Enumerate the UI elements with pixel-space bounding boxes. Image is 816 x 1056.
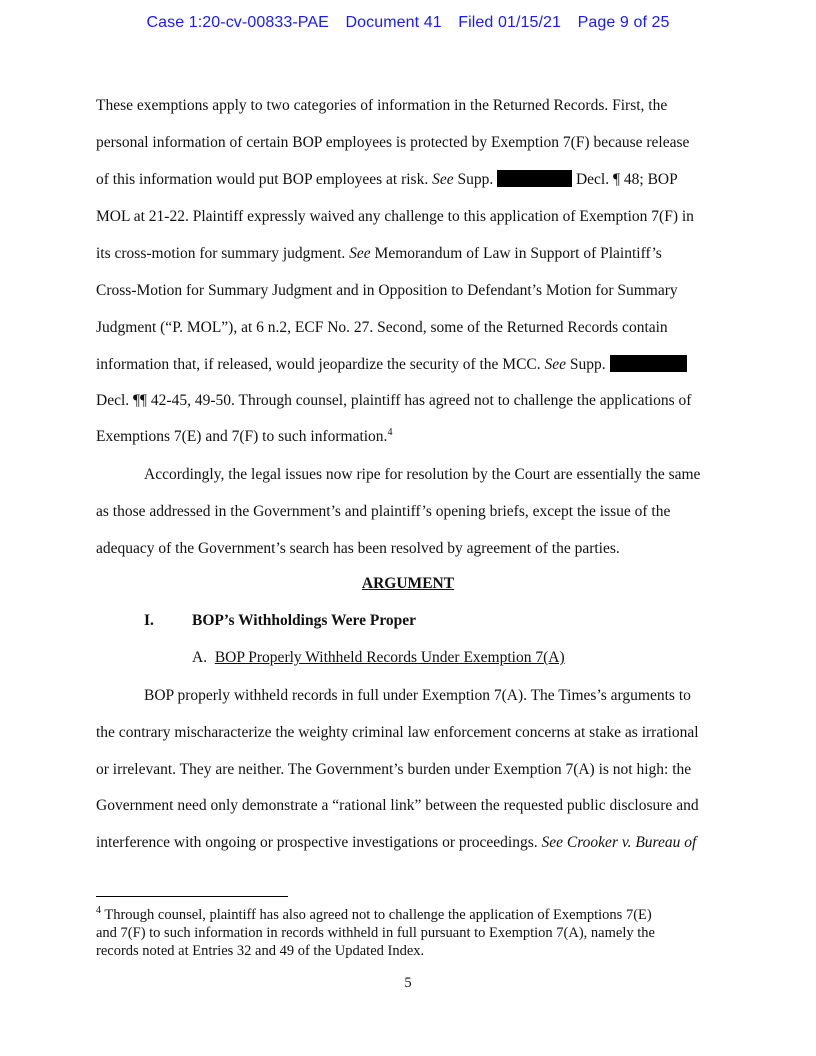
body-line: These exemptions apply to two categories of information in the Returned Records. First, the: [96, 97, 668, 114]
text-segment: Memorandum of Law in Support of Plaintiff’s: [370, 245, 662, 262]
subsection-letter: A.: [192, 649, 208, 666]
case-number: Case 1:20-cv-00833-PAE: [146, 14, 329, 31]
body-line: Cross-Motion for Summary Judgment and in Opposition to Defendant’s Motion for Summary: [96, 282, 678, 299]
body-line: Accordingly, the legal issues now ripe for resolution by the Court are essentially the same: [144, 466, 701, 483]
body-line: adequacy of the Government’s search has been resolved by agreement of the parties.: [96, 540, 620, 557]
redaction-box: [497, 170, 572, 187]
citation-signal: See: [432, 171, 454, 188]
page-of-total: Page 9 of 25: [577, 14, 670, 31]
citation-signal: See: [544, 356, 567, 373]
case-citation: See Crooker v. Bureau of: [541, 834, 697, 851]
text-segment: of this information would put BOP employees at risk.: [96, 171, 433, 188]
footnote-line: and 7(F) to such information in records withheld in full pursuant to Exemption 7(A), namely the: [96, 925, 655, 941]
footnote-marker: 4: [96, 905, 101, 916]
body-line: the contrary mischaracterize the weighty criminal law enforcement concerns at stake as irrational: [96, 724, 699, 741]
body-line: [96, 170, 678, 190]
footnote-line: [96, 906, 652, 924]
section-title: BOP’s Withholdings Were Proper: [192, 612, 417, 629]
page-number: 5: [404, 975, 412, 991]
body-line: [96, 355, 687, 375]
body-line: [96, 833, 696, 853]
body-line: personal information of certain BOP employees is protected by Exemption 7(F) because release: [96, 134, 690, 151]
document-number: Document 41: [345, 14, 442, 31]
footnote-line: records noted at Entries 32 and 49 of the Updated Index.: [96, 943, 425, 959]
footnote-reference[interactable]: 4: [387, 427, 393, 438]
argument-heading: ARGUMENT: [361, 575, 455, 592]
body-line: Government need only demonstrate a “rational link” between the requested public disclosure and: [96, 797, 699, 814]
text-segment: Supp.: [453, 171, 498, 188]
text-segment: information that, if released, would jeopardize the security of the MCC.: [96, 356, 545, 373]
body-line: [96, 244, 662, 264]
case-header: [0, 14, 816, 32]
section-heading: [144, 612, 416, 630]
text-segment: Supp.: [566, 356, 610, 373]
footnote-divider: [96, 896, 288, 897]
citation-signal: See: [349, 245, 371, 262]
body-line: Decl. ¶¶ 42-45, 49-50. Through counsel, plaintiff has agreed not to challenge the applications of: [96, 392, 692, 409]
redaction-box: [610, 355, 687, 372]
filed-date: Filed 01/15/21: [458, 14, 562, 31]
body-line: Judgment (“P. MOL”), at 6 n.2, ECF No. 27. Second, some of the Returned Records contain: [96, 319, 668, 336]
body-line: BOP properly withheld records in full under Exemption 7(A). The Times’s arguments to: [144, 687, 691, 704]
body-line: or irrelevant. They are neither. The Government’s burden under Exemption 7(A) is not high: the: [96, 761, 692, 778]
subsection-heading: [192, 649, 565, 667]
text-segment: Through counsel, plaintiff has also agreed not to challenge the application of Exemptions 7(E): [101, 907, 652, 923]
text-segment: Decl. ¶ 48; BOP: [572, 171, 678, 188]
body-line: MOL at 21-22. Plaintiff expressly waived any challenge to this application of Exemption 7(F) in: [96, 208, 694, 225]
body-line: [96, 427, 392, 447]
section-number: I.: [144, 612, 154, 629]
text-segment: interference with ongoing or prospective investigations or proceedings.: [96, 834, 542, 851]
body-line: as those addressed in the Government’s and plaintiff’s opening briefs, except the issue of the: [96, 503, 671, 520]
text-segment: its cross-motion for summary judgment.: [96, 245, 350, 262]
subsection-title: BOP Properly Withheld Records Under Exemption 7(A): [214, 649, 565, 666]
text-segment: Exemptions 7(E) and 7(F) to such information.: [96, 428, 388, 445]
